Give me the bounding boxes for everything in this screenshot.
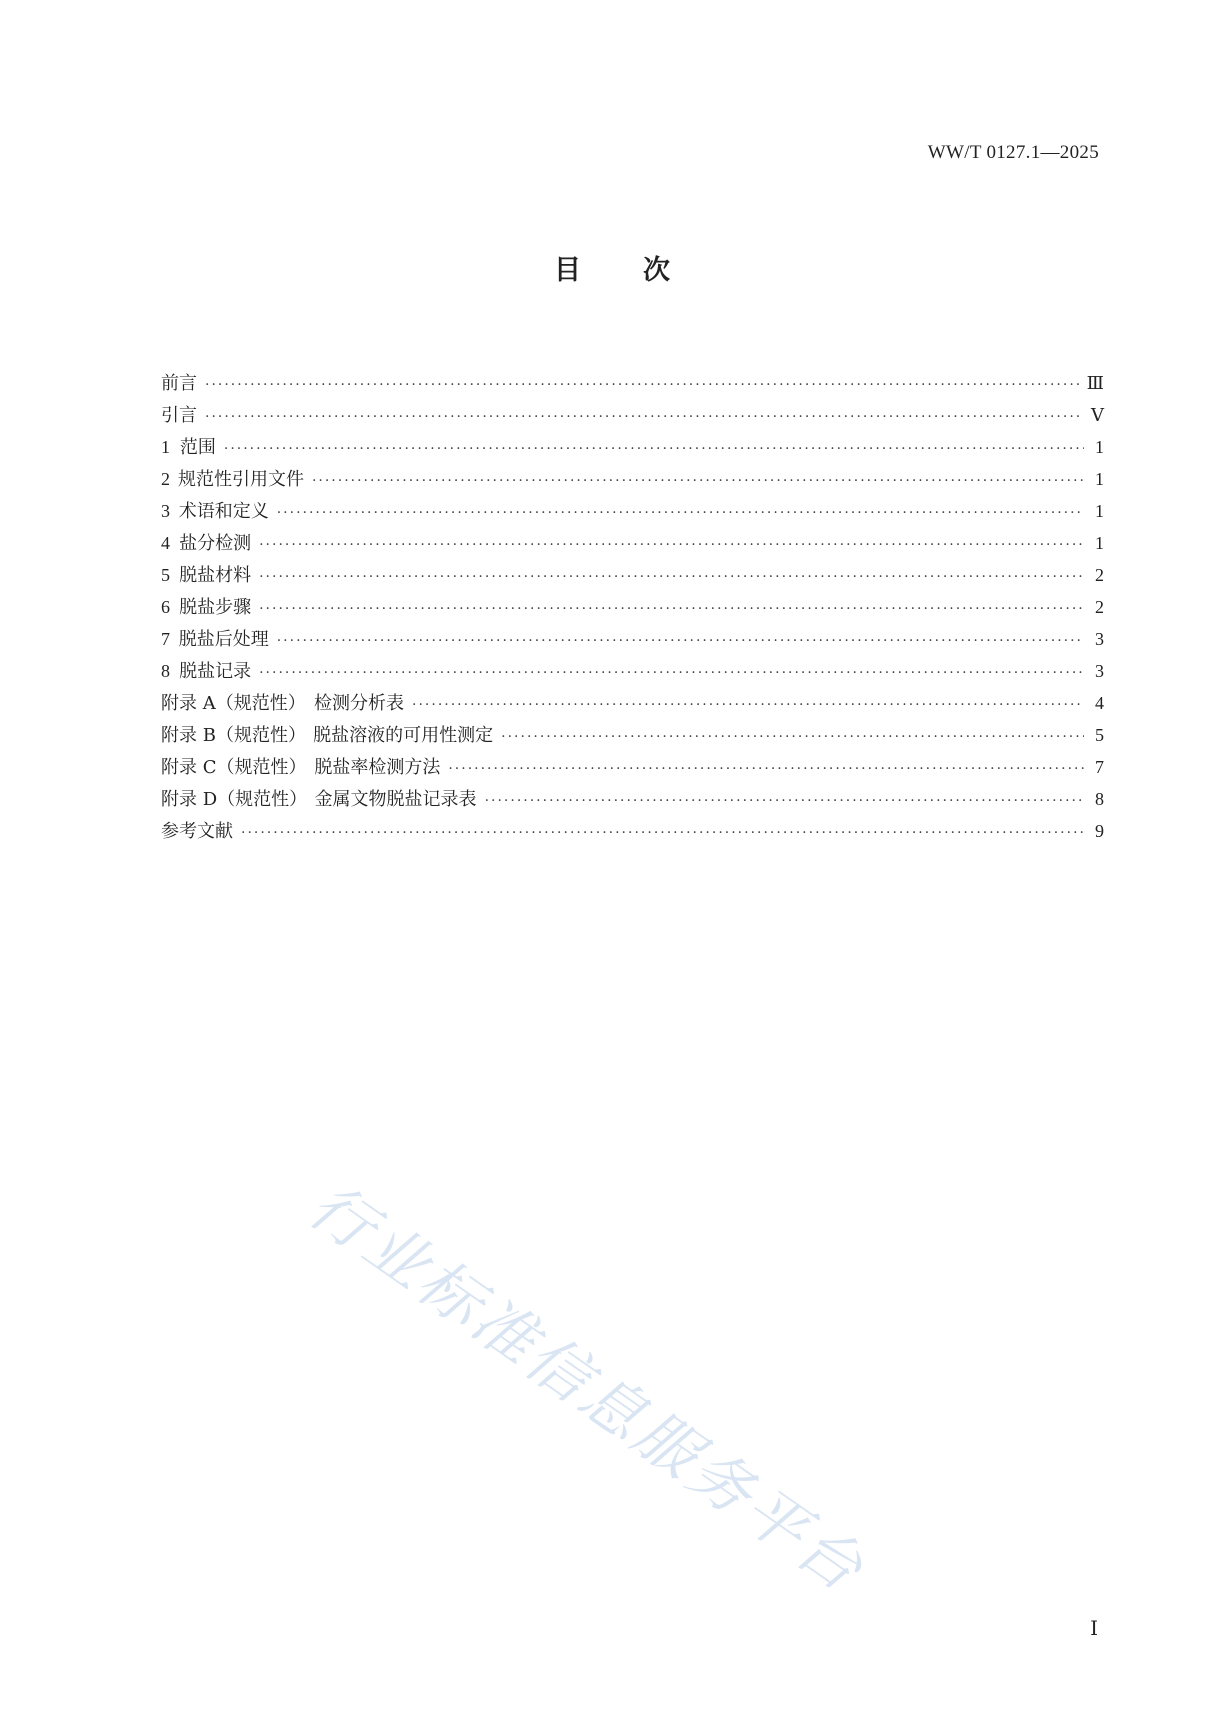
toc-entry-number: 3 [161, 501, 170, 521]
toc-leader-dots [224, 433, 1084, 465]
watermark: 行业标准信息服务平台 [296, 1168, 879, 1608]
toc-leader-dots [205, 369, 1079, 401]
toc-entry-label: 范围 [179, 437, 216, 458]
toc-entry-label: 前言 [161, 373, 197, 394]
toc-entry-label: 脱盐步骤 [179, 597, 252, 618]
toc-entry-number: 7 [161, 629, 170, 649]
toc-entry-label: 术语和定义 [178, 501, 269, 522]
toc-entry-page: Ⅴ [1091, 405, 1104, 425]
toc-entry-label: 脱盐率检测方法 [314, 757, 441, 778]
toc-entry-page: 9 [1095, 821, 1104, 841]
toc-entry-number: 6 [161, 597, 170, 617]
doc-code: WW/T 0127.1—2025 [927, 142, 1099, 163]
page-title: 目次 [554, 255, 732, 286]
toc-entry-foreword[interactable] [161, 367, 1104, 399]
toc-entry-section-6[interactable] [161, 591, 1104, 623]
toc-leader-dots [259, 657, 1084, 689]
toc-leader-dots [312, 465, 1084, 497]
toc-entry-page: 1 [1095, 437, 1104, 457]
toc-entry-page: 7 [1095, 757, 1104, 777]
toc-entry-label: 脱盐记录 [179, 661, 252, 682]
toc-entry-number: 附录 B（规范性） [161, 725, 306, 746]
toc-leader-dots [259, 529, 1084, 561]
toc-entry-label: 检测分析表 [314, 693, 405, 714]
toc-entry-annex-a[interactable] [161, 687, 1104, 719]
toc-leader-dots [501, 721, 1084, 753]
toc-entry-number: 5 [161, 565, 170, 585]
toc-entry-section-5[interactable] [161, 559, 1104, 591]
toc-entry-section-1[interactable] [161, 431, 1104, 463]
toc-entry-section-3[interactable] [161, 495, 1104, 527]
toc-entry-page: 1 [1095, 469, 1104, 489]
toc-entry-label: 金属文物脱盐记录表 [314, 789, 477, 810]
toc-entry-annex-d[interactable] [161, 783, 1104, 815]
toc-entry-annex-b[interactable] [161, 719, 1104, 751]
toc-entry-label: 规范性引用文件 [177, 469, 304, 490]
toc-entry-annex-c[interactable] [161, 751, 1104, 783]
toc-entry-number: 1 [161, 437, 170, 457]
toc-entry-section-8[interactable] [161, 655, 1104, 687]
toc-entry-label: 脱盐溶液的可用性测定 [313, 725, 494, 746]
toc-entry-page: 4 [1095, 693, 1104, 713]
toc-entry-page: 3 [1095, 661, 1104, 681]
toc-leader-dots [485, 785, 1084, 817]
toc-entry-number: 4 [161, 533, 170, 553]
toc-leader-dots [277, 625, 1084, 657]
toc-entry-section-2[interactable] [161, 463, 1104, 495]
toc-entry-label: 盐分检测 [179, 533, 252, 554]
table-of-contents [161, 367, 1104, 847]
toc-entry-bibliography[interactable] [161, 815, 1104, 847]
toc-entry-number: 附录 D（规范性） [161, 789, 308, 810]
toc-entry-label: 引言 [161, 405, 197, 426]
toc-leader-dots [448, 753, 1084, 785]
toc-entry-label: 参考文献 [161, 821, 233, 842]
toc-leader-dots [259, 593, 1084, 625]
toc-entry-page: 3 [1095, 629, 1104, 649]
toc-entry-page: 2 [1095, 565, 1104, 585]
toc-entry-number: 2 [161, 469, 170, 489]
toc-entry-page: 5 [1095, 725, 1104, 745]
toc-entry-page: Ⅲ [1086, 373, 1104, 393]
toc-entry-page: 2 [1095, 597, 1104, 617]
toc-leader-dots [412, 689, 1084, 721]
toc-leader-dots [259, 561, 1084, 593]
toc-entry-number: 附录 A（规范性） [161, 693, 306, 714]
toc-entry-page: 1 [1095, 533, 1104, 553]
toc-entry-introduction[interactable] [161, 399, 1104, 431]
toc-entry-number: 8 [161, 661, 170, 681]
toc-leader-dots [241, 817, 1084, 849]
toc-leader-dots [277, 497, 1084, 529]
toc-entry-label: 脱盐后处理 [178, 629, 269, 650]
toc-entry-label: 脱盐材料 [179, 565, 252, 586]
toc-entry-section-4[interactable] [161, 527, 1104, 559]
toc-leader-dots [205, 401, 1083, 433]
toc-entry-number: 附录 C（规范性） [161, 757, 307, 778]
toc-entry-page: 8 [1095, 789, 1104, 809]
page-number: Ⅰ [1090, 1618, 1098, 1640]
toc-entry-page: 1 [1095, 501, 1104, 521]
toc-entry-section-7[interactable] [161, 623, 1104, 655]
